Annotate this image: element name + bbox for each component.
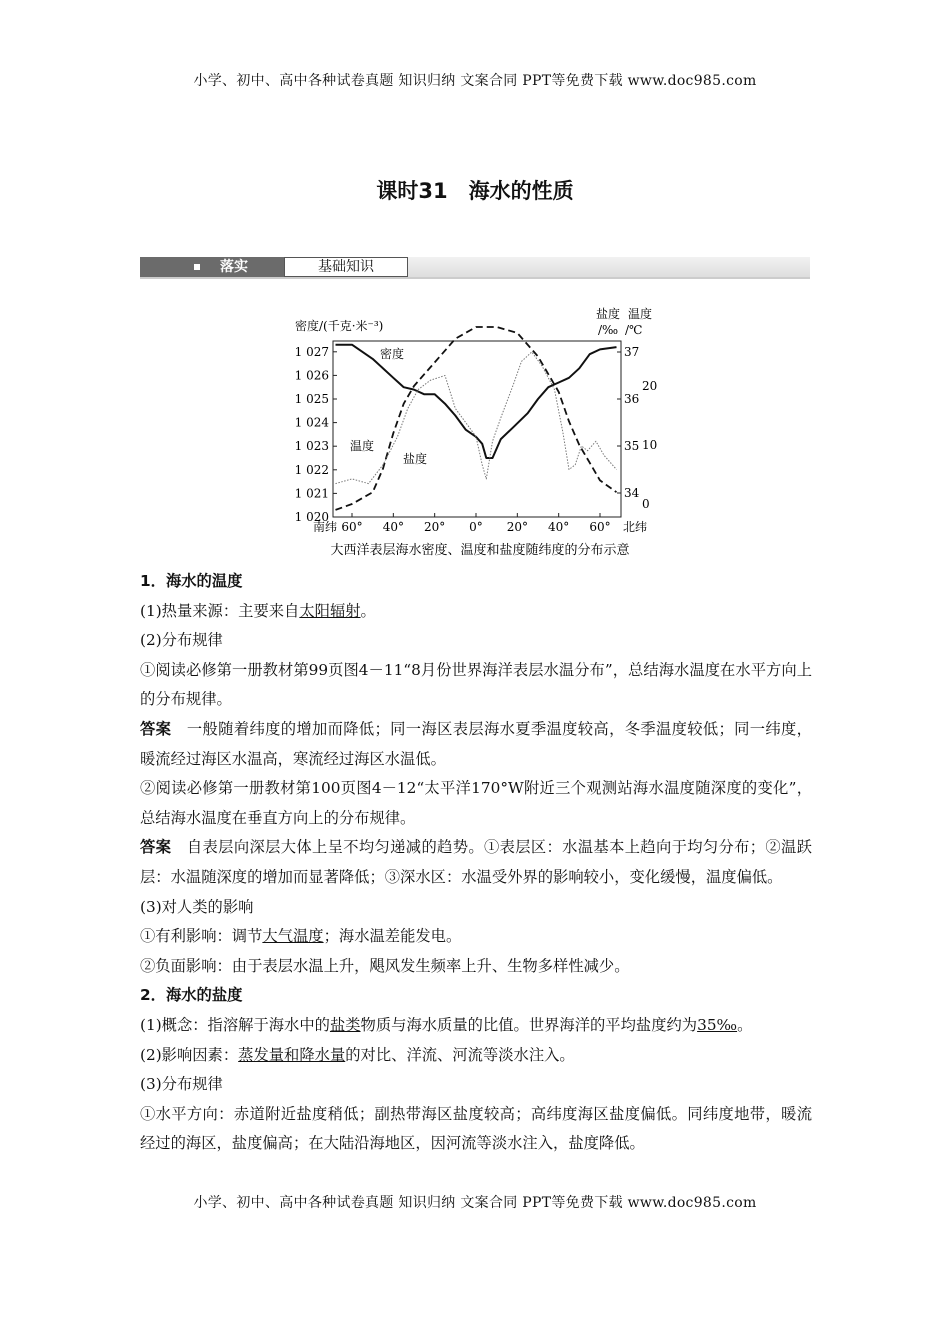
answer-text: 一般随着纬度的增加而降低；同一海区表层海水夏季温度较高，冬季温度较低；同一纬度，暖流经过海区水温高，寒流经过海区水温低。	[140, 719, 812, 768]
y-tick-label: 1 025	[294, 392, 329, 406]
temperature-tick-label: 10	[642, 438, 658, 452]
salinity-label: 盐度	[596, 307, 621, 321]
paragraph	[140, 922, 812, 952]
answer	[140, 833, 812, 892]
annotation-temperature: 温度	[350, 439, 375, 453]
underlined-answer: 35‰	[697, 1015, 738, 1034]
x-tick-label: 40°	[548, 520, 570, 534]
section-label-text: 落实	[220, 259, 248, 275]
annotation-salinity: 盐度	[403, 452, 428, 466]
square-icon	[194, 264, 200, 270]
paragraph: ①阅读必修第一册教材第99页图4－11“8月份世界海洋表层水温分布”，总结海水温度在水平方向上的分布规律。	[140, 660, 812, 709]
answer-label: 答案	[140, 719, 172, 738]
salinity-tick-label: 34	[624, 486, 640, 500]
text: 。	[737, 1015, 753, 1034]
answer-label: 答案	[140, 838, 172, 857]
text: (2)影响因素：	[140, 1045, 239, 1064]
atlantic-chart	[285, 300, 675, 560]
text: ①有利影响：调节	[140, 927, 263, 946]
temperature-tick-label: 20	[642, 379, 658, 393]
y-left-label: 密度/(千克·米⁻³)	[295, 319, 384, 333]
underlined-answer: 太阳辐射	[299, 601, 361, 620]
x-tick-label: 40°	[382, 520, 404, 534]
y-tick-label: 1 020	[294, 510, 329, 524]
section-label	[140, 257, 284, 277]
answer	[140, 715, 812, 774]
plot-frame	[333, 341, 621, 517]
text: ；海水温差能发电。	[323, 927, 462, 946]
paragraph: (2)分布规律	[140, 631, 223, 650]
text: 。	[360, 601, 376, 620]
page-header: 小学、初中、高中各种试卷真题 知识归纳 文案合同 PPT等免费下载 www.doc985.com	[193, 73, 757, 89]
paragraph: (3)对人类的影响	[140, 897, 254, 916]
text: 的对比、洋流、河流等淡水注入。	[345, 1045, 575, 1064]
heading-salinity: 2．海水的盐度	[140, 986, 243, 1005]
y-tick-label: 1 023	[294, 439, 329, 454]
paragraph: ②负面影响：由于表层水温上升，飓风发生频率上升、生物多样性减少。	[140, 956, 630, 975]
x-tick-label: 20°	[424, 520, 446, 534]
y-tick-label: 1 024	[294, 415, 329, 430]
section-bar	[140, 257, 810, 279]
answer-text: 自表层向深层大体上呈不均匀递减的趋势。①表层区：水温基本上趋向于均匀分布；②温跃层：水温随深度的增加而显著降低；③深水区：水温受外界的影响较小，变化缓慢，温度偏低。	[140, 838, 812, 886]
text: (1)概念：指溶解于海水中的	[140, 1015, 330, 1034]
underlined-answer: 蒸发量和降水量	[238, 1045, 346, 1064]
x-tick-label: 0°	[469, 520, 483, 534]
temperature-unit: /℃	[625, 323, 643, 337]
series-density	[336, 345, 617, 458]
series-temperature	[336, 327, 617, 510]
text: 物质与海水质量的比值。世界海洋的平均盐度约为	[360, 1015, 698, 1034]
paragraph: ②阅读必修第一册教材第100页图4－12“太平洋170°W附近三个观测站海水温度随深度的变化”，总结海水温度在垂直方向上的分布规律。	[140, 779, 812, 827]
temperature-label: 温度	[628, 307, 653, 321]
paragraph: ①水平方向：赤道附近盐度稍低；副热带海区盐度较高；高纬度海区盐度偏低。同纬度地带，暖流经过的海区，盐度偏高；在大陆沿海地区，因河流等淡水注入，盐度降低。	[140, 1104, 812, 1153]
divider	[140, 277, 810, 279]
x-tick-label: 60°	[589, 520, 611, 534]
paragraph	[140, 597, 812, 627]
page-footer: 小学、初中、高中各种试卷真题 知识归纳 文案合同 PPT等免费下载 www.doc985.com	[193, 1195, 757, 1211]
paragraph: (3)分布规律	[140, 1075, 223, 1094]
salinity-unit: /‰	[598, 323, 619, 337]
underlined-answer: 大气温度	[262, 927, 324, 946]
y-tick-label: 1 027	[294, 344, 329, 359]
y-tick-label: 1 021	[294, 486, 329, 501]
y-tick-label: 1 022	[294, 462, 329, 477]
text: (1)热量来源：主要来自	[140, 601, 300, 620]
y-tick-label: 1 026	[294, 368, 329, 383]
temperature-tick-label: 0	[642, 497, 650, 511]
x-label-south: 南纬	[313, 520, 338, 534]
heading-temperature: 1．海水的温度	[140, 572, 243, 590]
annotation-density: 密度	[380, 347, 405, 361]
content	[140, 567, 812, 1159]
underlined-answer: 盐类	[329, 1015, 361, 1034]
x-tick-label: 20°	[506, 520, 528, 534]
section-box: 基础知识	[284, 257, 408, 277]
salinity-tick-label: 35	[624, 439, 640, 453]
salinity-tick-label: 37	[624, 345, 640, 359]
x-label-north: 北纬	[623, 520, 648, 534]
chart-title: 大西洋表层海水密度、温度和盐度随纬度的分布示意	[330, 543, 630, 558]
x-tick-label: 60°	[341, 520, 363, 534]
salinity-tick-label: 36	[624, 392, 640, 406]
paragraph	[140, 1041, 812, 1071]
paragraph	[140, 1011, 812, 1041]
page-title: 课时31 海水的性质	[376, 179, 574, 203]
